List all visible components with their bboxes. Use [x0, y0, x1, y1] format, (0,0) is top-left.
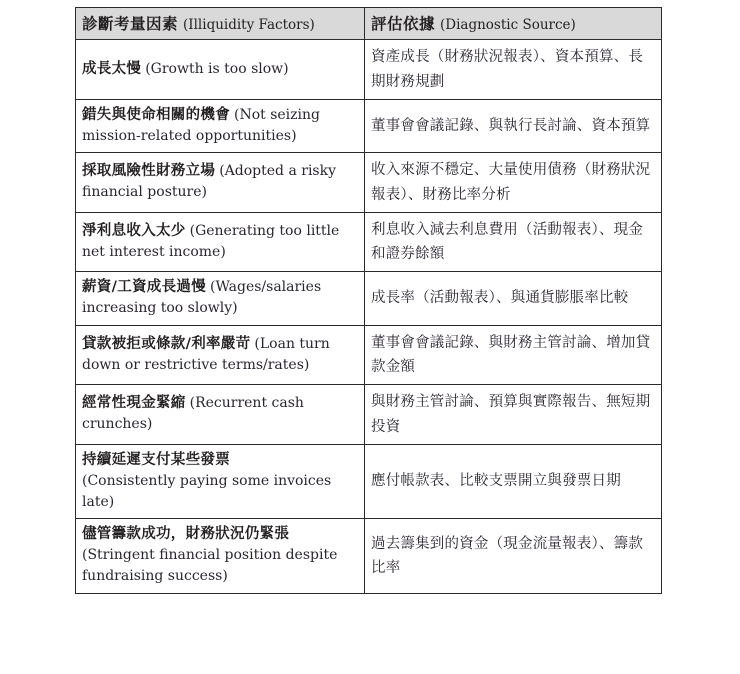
cell-source: [365, 519, 662, 594]
header-row: [76, 8, 662, 40]
factor-en-text: (Generating too little net interest income): [82, 222, 340, 260]
table-row: [76, 99, 662, 153]
source-cjk-text: 與財務主管討論、預算與實際報告、無短期投資: [371, 394, 651, 435]
source-cjk-text: 利息收入減去利息費用（活動報表）、現金和證券餘額: [371, 221, 644, 263]
table-row: [76, 325, 662, 385]
cell-factor: [76, 519, 365, 594]
table-header: [76, 8, 662, 40]
source-cjk-text: 應付帳款表、比較支票開立與發票日期: [371, 473, 621, 490]
cell-factor: [76, 212, 365, 272]
factor-cjk-text: 錯失與使命相關的機會: [82, 106, 230, 123]
cell-factor: [76, 40, 365, 100]
factor-cjk-text: 儘管籌款成功，財務狀況仍緊張: [82, 526, 290, 543]
table-row: [76, 519, 662, 594]
cell-source: [365, 40, 662, 100]
cell-factor: [76, 272, 365, 326]
factor-cjk-text: 貸款被拒或條款/利率嚴苛: [82, 335, 251, 352]
factor-en-text: (Recurrent cash crunches): [82, 395, 304, 433]
factor-cjk-text: 持續延遲支付某些發票: [82, 451, 230, 468]
factor-en-text: (Adopted a risky financial posture): [82, 163, 336, 201]
factor-cjk-text: 薪資/工資成長過慢: [82, 279, 206, 296]
cell-source: [365, 212, 662, 272]
table-row: [76, 272, 662, 326]
header-cell-factors: [76, 8, 365, 40]
factor-en-text: (Loan turn down or restrictive terms/rates): [82, 335, 330, 373]
table-row: [76, 444, 662, 519]
factor-en-text: (Growth is too slow): [145, 60, 289, 77]
source-cjk-text: 成長率（活動報表）、與通貨膨脹率比較: [371, 290, 629, 307]
table-row: [76, 212, 662, 272]
table-row: [76, 153, 662, 213]
table-row: [76, 385, 662, 445]
factor-en-text: (Wages/salaries increasing too slowly): [82, 279, 322, 317]
header-factors-en: (Illiquidity Factors): [183, 17, 315, 33]
cell-source: [365, 444, 662, 519]
table-container: [75, 7, 661, 594]
factor-en-text: (Not seizing mission-related opportunities): [82, 106, 320, 144]
table-body: [76, 40, 662, 594]
cell-source: [365, 99, 662, 153]
factor-cjk-text: 淨利息收入太少: [82, 222, 186, 239]
cell-factor: [76, 444, 365, 519]
header-source-en: (Diagnostic Source): [440, 17, 576, 33]
source-cjk-text: 董事會會議記錄、與執行長討論、資本預算: [371, 117, 651, 134]
factor-en-text: (Consistently paying some invoices late): [82, 472, 332, 510]
header-source-cjk: 評估依據: [371, 15, 436, 33]
cell-source: [365, 325, 662, 385]
cell-factor: [76, 153, 365, 213]
factor-cjk-text: 採取風險性財務立場: [82, 163, 216, 180]
cell-source: [365, 272, 662, 326]
cell-factor: [76, 385, 365, 445]
cell-factor: [76, 99, 365, 153]
source-cjk-text: 收入來源不穩定、大量使用債務（財務狀況報表）、財務比率分析: [371, 162, 651, 203]
header-factors-cjk: 診斷考量因素: [82, 15, 179, 33]
source-cjk-text: 資產成長（財務狀況報表）、資本預算、長期財務規劃: [371, 49, 644, 90]
factor-en-text: (Stringent financial position despite fundraising success): [82, 547, 338, 585]
factor-cjk-text: 經常性現金緊縮: [82, 395, 186, 412]
table-row: [76, 40, 662, 100]
illiquidity-factors-table: [75, 7, 662, 594]
source-cjk-text: 過去籌集到的資金（現金流量報表）、籌款比率: [371, 535, 644, 577]
source-cjk-text: 董事會會議記錄、與財務主管討論、增加貸款金額: [371, 334, 651, 376]
cell-source: [365, 153, 662, 213]
factor-cjk-text: 成長太慢: [82, 60, 142, 77]
header-cell-source: [365, 8, 662, 40]
cell-source: [365, 385, 662, 445]
cell-factor: [76, 325, 365, 385]
